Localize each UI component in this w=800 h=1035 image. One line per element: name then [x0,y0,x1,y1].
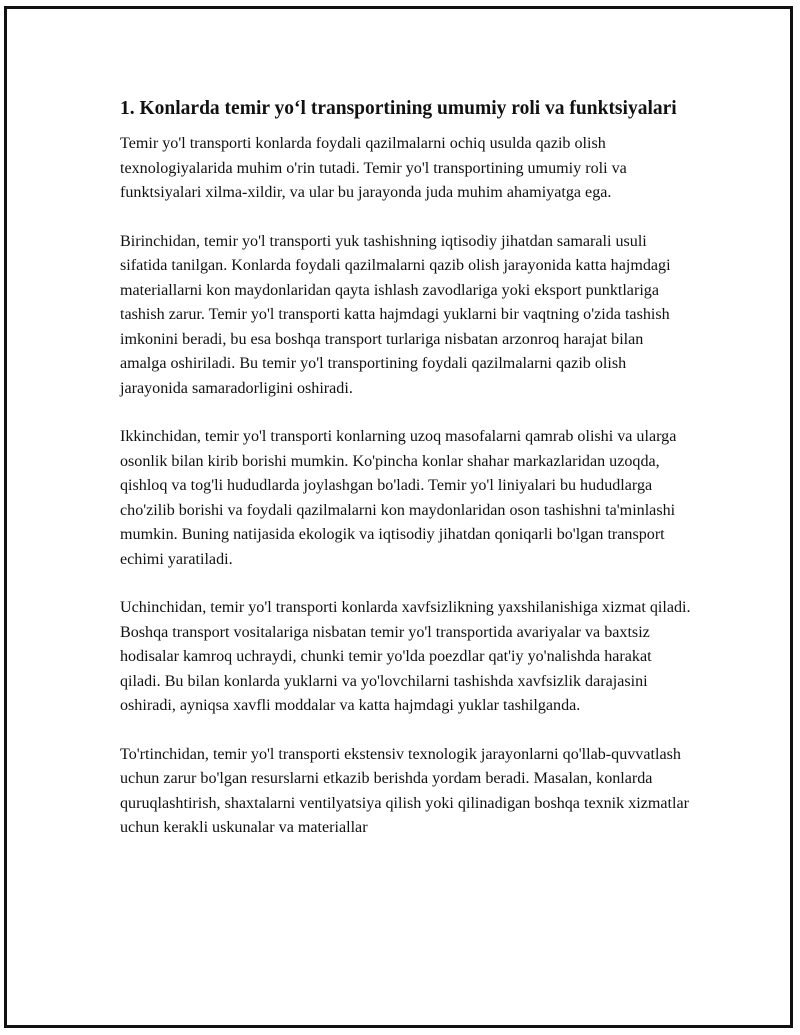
paragraph-second: Ikkinchidan, temir yo'l transporti konlarning uzoq masofalarni qamrab olishi va ularga osonlik bilan kirib borishi mumkin. Ko'pincha konlar shahar markazlaridan uzoqda, qishloq va tog'li hududlarda joylashgan bo'ladi. Temir yo'l liniyalari bu hududlarga cho'zilib borishi va foydali qazilmalarni kon maydonlaridan oson tashishni ta'minlashi mumkin. Buning natijasida ekologik va iqtisodiy jihatdan qoniqarli bo'lgan transport echimi yaratiladi. [120,428,677,568]
section-heading: 1. Konlarda temir yo‘l transportining umumiy roli va funktsiyalari [120,98,677,119]
paragraph-fourth: To'rtinchidan, temir yo'l transporti ekstensiv texnologik jarayonlarni qo'llab-quvvatlash uchun zarur bo'lgan resurslarni etkazib berishda yordam beradi. Masalan, konlarda quruqlashtirish, shaxtalarni ventilyatsiya qilish yoki qilinadigan boshqa texnik xizmatlar uchun kerakli uskunalar va materiallar [120,745,689,836]
page-frame [4,6,793,1028]
document-content [120,95,692,865]
paragraph-intro: Temir yo'l transporti konlarda foydali qazilmalarni ochiq usulda qazib olish texnologiyalarida muhim o'rin tutadi. Temir yo'l transportining umumiy roli va funktsiyalari xilma-xildir, va ular bu jarayonda juda muhim ahamiyatga ega. [120,135,627,201]
paragraph-third: Uchinchidan, temir yo'l transporti konlarda xavfsizlikning yaxshilanishiga xizmat qiladi. Boshqa transport vositalariga nisbatan temir yo'l transportida avariyalar va baxtsiz hodisalar kamroq uchraydi, chunki temir yo'lda poezdlar qat'iy yo'nalishda harakat qiladi. Bu bilan konlarda yuklarni va yo'lovchilarni tashishda xavfsizlik darajasini oshiradi, ayniqsa xavfli moddalar va katta hajmdagi yuklar tashilganda. [120,599,691,714]
paragraph-first: Birinchidan, temir yo'l transporti yuk tashishning iqtisodiy jihatdan samarali usuli sifatida tanilgan. Konlarda foydali qazilmalarni qazib olish jarayonida katta hajmdagi materiallarni kon maydonlaridan qayta ishlash zavodlariga yoki eksport punktlariga tashish zarur. Temir yo'l transporti katta hajmdagi yuklarni bir vaqtning o'zida tashish imkonini beradi, bu esa boshqa transport turlariga nisbatan arzonroq harajat bilan amalga oshiriladi. Bu temir yo'l transportining foydali qazilmalarni qazib olish jarayonida samaradorligini oshiradi. [120,232,671,397]
